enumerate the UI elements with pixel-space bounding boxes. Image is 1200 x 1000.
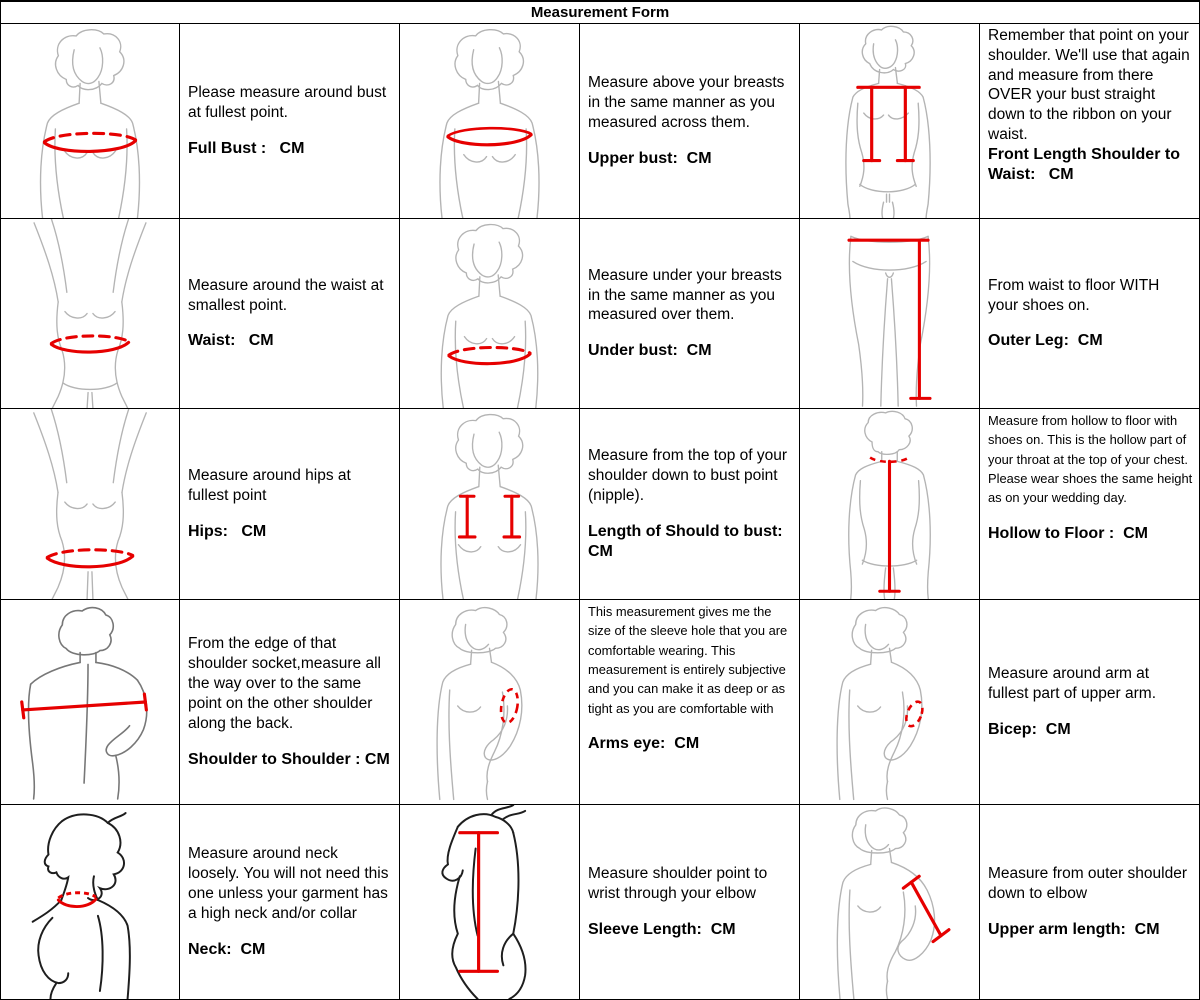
shoulder-to-bust-figure	[400, 409, 579, 599]
hollow-to-floor-figure	[800, 409, 979, 599]
hips-label: Hips: CM	[188, 522, 267, 540]
arms-eye-figure	[400, 600, 579, 804]
text-cell-waist	[180, 219, 400, 409]
text-cell-bicep	[980, 600, 1199, 805]
front-length-description: Remember that point on your shoulder. We'll use that again and measure from there OVER your bust straight down to the ribbon on your waist.	[988, 27, 1195, 144]
figure-cell-shoulder-to-bust	[400, 409, 580, 600]
text-cell-sleeve-length	[580, 805, 800, 999]
under-bust-label: Under bust: CM	[588, 342, 712, 360]
front-length-shoulder-to-waist-figure	[800, 24, 979, 218]
text-cell-hips	[180, 409, 400, 600]
upper-arm-length-figure	[800, 805, 979, 999]
figure-cell-front-length	[800, 24, 980, 219]
upper-bust-figure	[400, 24, 579, 218]
text-cell-shoulder-to-shoulder	[180, 600, 400, 805]
hips-description: Measure around hips at fullest point	[188, 467, 356, 504]
figure-cell-full-bust	[1, 24, 180, 219]
text-cell-upper-bust	[580, 24, 800, 219]
neck-figure	[1, 805, 179, 999]
form-title: Measurement Form	[1, 2, 1199, 24]
hollow-to-floor-label: Hollow to Floor : CM	[988, 524, 1148, 542]
figure-cell-sleeve-length	[400, 805, 580, 999]
sleeve-length-label: Sleeve Length: CM	[588, 920, 736, 938]
waist-label: Waist: CM	[188, 332, 274, 350]
full-bust-label: Full Bust : CM	[188, 139, 305, 157]
figure-cell-upper-arm-length	[800, 805, 980, 999]
outer-leg-figure	[800, 219, 979, 408]
upper-arm-length-label: Upper arm length: CM	[988, 920, 1160, 938]
text-cell-neck	[180, 805, 400, 999]
under-bust-figure	[400, 219, 579, 408]
waist-figure	[1, 219, 179, 408]
sleeve-length-figure	[400, 805, 579, 999]
arms-eye-label: Arms eye: CM	[588, 735, 700, 753]
figure-cell-under-bust	[400, 219, 580, 409]
figure-cell-outer-leg	[800, 219, 980, 409]
text-cell-shoulder-to-bust	[580, 409, 800, 600]
waist-description: Measure around the waist at smallest point.	[188, 276, 388, 314]
outer-leg-label: Outer Leg: CM	[988, 332, 1103, 350]
neck-description: Measure around neck loosely. You will not need this one unless your garment has a high neck and/or collar	[188, 845, 393, 922]
text-cell-outer-leg	[980, 219, 1199, 409]
text-cell-full-bust	[180, 24, 400, 219]
figure-cell-bicep	[800, 600, 980, 805]
text-cell-hollow-to-floor	[980, 409, 1199, 600]
figure-cell-upper-bust	[400, 24, 580, 219]
under-bust-description: Measure under your breasts in the same manner as you measured over them.	[588, 266, 787, 324]
sleeve-length-description: Measure shoulder point to wrist through your elbow	[588, 865, 772, 902]
bicep-label: Bicep: CM	[988, 720, 1071, 738]
figure-cell-hips	[1, 409, 180, 600]
figure-cell-waist	[1, 219, 180, 409]
arms-eye-description: This measurement gives me the size of the sleeve hole that you are comfortable wearing. This measurement is entirely subjective and you can make it as deep or as tight as you are comfortable with	[588, 604, 791, 716]
shoulder-to-bust-label: Length of Should to bust: CM	[588, 522, 792, 560]
shoulder-to-shoulder-description: From the edge of that shoulder socket,measure all the way over to the same point on the other shoulder along the back.	[188, 635, 386, 732]
full-bust-description: Please measure around bust at fullest point.	[188, 84, 391, 121]
hollow-to-floor-description: Measure from hollow to floor with shoes on. This is the hollow part of your throat at the top of your chest. Please wear shoes the same height as on your wedding day.	[988, 413, 1196, 506]
shoulder-to-shoulder-figure	[1, 600, 179, 804]
upper-arm-length-description: Measure from outer shoulder down to elbow	[988, 865, 1192, 902]
figure-cell-neck	[1, 805, 180, 999]
bicep-figure	[800, 600, 979, 804]
front-length-label: Front Length Shoulder to Waist: CM	[988, 145, 1185, 183]
bicep-description: Measure around arm at fullest part of upper arm.	[988, 665, 1156, 702]
full-bust-figure	[1, 24, 179, 218]
text-cell-under-bust	[580, 219, 800, 409]
text-cell-front-length	[980, 24, 1199, 219]
shoulder-to-shoulder-label: Shoulder to Shoulder : CM	[188, 750, 390, 768]
hips-figure	[1, 409, 179, 599]
neck-label: Neck: CM	[188, 940, 266, 958]
outer-leg-description: From waist to floor WITH your shoes on.	[988, 276, 1164, 314]
upper-bust-label: Upper bust: CM	[588, 149, 712, 167]
text-cell-upper-arm-length	[980, 805, 1199, 999]
figure-cell-shoulder-to-shoulder	[1, 600, 180, 805]
upper-bust-description: Measure above your breasts in the same manner as you measured across them.	[588, 74, 789, 131]
figure-cell-arms-eye	[400, 600, 580, 805]
text-cell-arms-eye	[580, 600, 800, 805]
figure-cell-hollow-to-floor	[800, 409, 980, 600]
shoulder-to-bust-description: Measure from the top of your shoulder down to bust point (nipple).	[588, 447, 792, 504]
